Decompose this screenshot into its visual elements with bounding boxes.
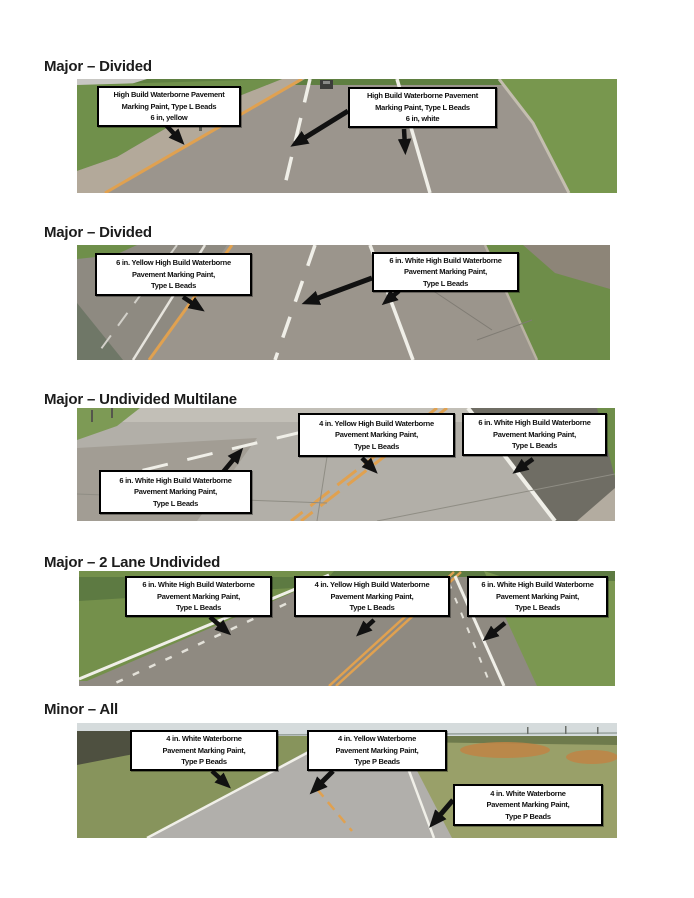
callout-box	[130, 730, 278, 771]
field-patch	[460, 742, 550, 758]
callout-line: Pavement Marking Paint,	[330, 591, 414, 601]
road-photo-undivided-multilane	[77, 408, 615, 521]
callout-box	[462, 413, 607, 456]
road-photo-minor-all	[77, 723, 617, 838]
callout-box	[99, 470, 252, 514]
callout-line: Type P Beads	[505, 811, 551, 821]
callout-line: 4 in. White Waterborne	[166, 734, 242, 744]
callout-arrow	[404, 129, 405, 147]
callout-line: Type L Beads	[175, 603, 222, 613]
callout-line: 4 in. White Waterborne	[490, 788, 566, 798]
callout-box	[95, 253, 252, 296]
callout-line: Type L Beads	[514, 603, 561, 613]
callout-box	[298, 413, 455, 457]
callout-box	[294, 576, 450, 617]
section-heading: Major – Divided	[44, 58, 152, 75]
callout-line: Type P Beads	[181, 757, 227, 767]
callout-line: Marking Paint, Type L Beads	[375, 102, 470, 112]
callout-line: 6 in. White High Build Waterborne	[142, 580, 255, 590]
callout-line: 6 in. Yellow High Build Waterborne	[116, 258, 231, 268]
callout-line: Type L Beads	[511, 441, 558, 451]
callout-line: Type L Beads	[353, 441, 400, 451]
callout-line: Type L Beads	[152, 498, 199, 508]
section-heading: Major – Divided	[44, 224, 152, 241]
callout-line: 6 in. White High Build Waterborne	[119, 475, 232, 485]
callout-line: High Build Waterborne Pavement	[367, 91, 478, 101]
callout-line: High Build Waterborne Pavement	[113, 90, 225, 100]
callout-line: Pavement Marking Paint,	[486, 800, 570, 810]
callout-line: 4 in. Yellow High Build Waterborne	[314, 580, 430, 590]
callout-line: 6 in, white	[405, 114, 440, 124]
callout-line: 4 in. Yellow Waterborne	[337, 734, 417, 744]
road-photo-major-divided-2	[77, 245, 610, 360]
field-patch	[566, 750, 617, 764]
callout-box	[372, 252, 519, 292]
road-photo-major-divided-1	[77, 79, 617, 193]
callout-line: Pavement Marking Paint,	[162, 745, 246, 755]
road-photo-2lane-undivided	[79, 571, 615, 686]
callout-box	[307, 730, 447, 771]
callout-line: Pavement Marking Paint,	[335, 745, 419, 755]
callout-line: Type P Beads	[354, 757, 400, 767]
callout-box	[453, 784, 603, 826]
callout-line: Pavement Marking Paint,	[403, 267, 488, 277]
callout-line: Pavement Marking Paint,	[156, 591, 241, 601]
section-heading: Major – 2 Lane Undivided	[44, 554, 221, 571]
callout-line: Marking Paint, Type L Beads	[121, 101, 217, 111]
callout-line: 6 in. White High Build Waterborne	[478, 418, 591, 428]
callout-line: Type L Beads	[422, 278, 469, 288]
callout-line: Type L Beads	[349, 603, 395, 613]
callout-line: Pavement Marking Paint,	[131, 269, 216, 279]
callout-line: Pavement Marking Paint,	[492, 429, 577, 439]
callout-line: Pavement Marking Paint,	[133, 487, 218, 497]
callout-line: 4 in. Yellow High Build Waterborne	[319, 418, 434, 428]
callout-line: Pavement Marking Paint,	[495, 591, 580, 601]
section-heading: Major – Undivided Multilane	[44, 391, 237, 408]
callout-line: 6 in, yellow	[150, 113, 188, 123]
callout-box	[348, 87, 497, 128]
callout-line: Type L Beads	[150, 281, 197, 291]
callout-line: 6 in. White High Build Waterborne	[481, 580, 594, 590]
callout-box	[97, 86, 241, 127]
callout-line: Pavement Marking Paint,	[334, 430, 419, 440]
callout-box	[467, 576, 608, 617]
callout-box	[125, 576, 272, 617]
callout-line: 6 in. White High Build Waterborne	[389, 255, 502, 265]
section-heading: Minor – All	[44, 701, 118, 718]
